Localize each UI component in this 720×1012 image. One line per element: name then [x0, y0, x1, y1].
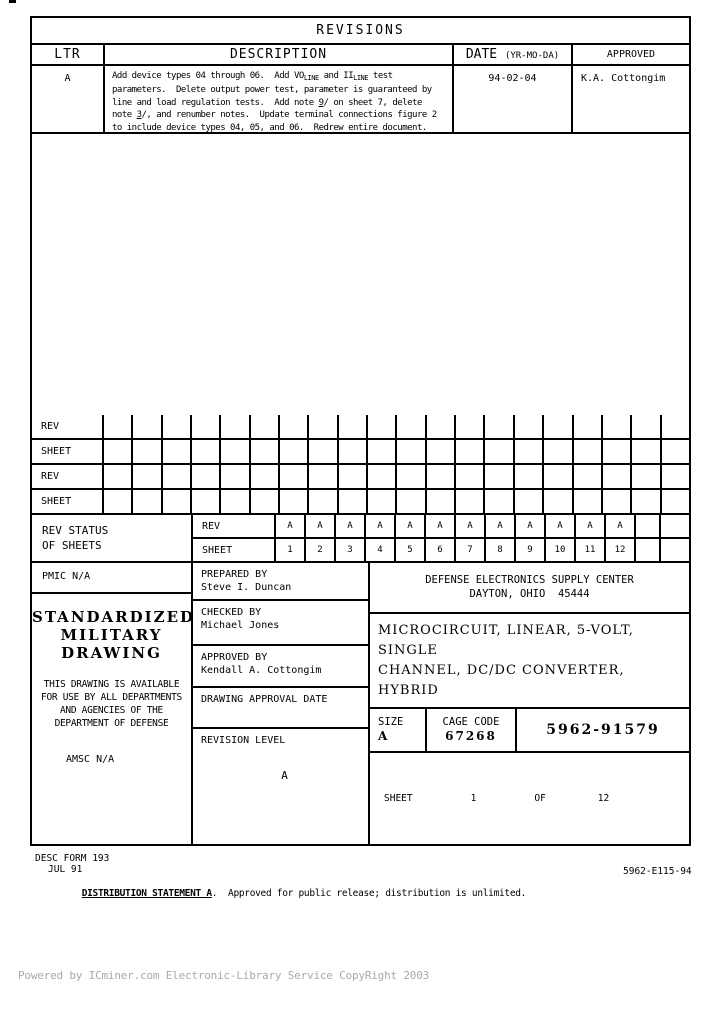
grid-cell — [603, 415, 632, 438]
grid-cell — [632, 415, 661, 438]
grid-cell — [309, 490, 338, 513]
grid-cell — [133, 465, 162, 488]
grid-cell — [632, 490, 661, 513]
approved-by-cell — [193, 646, 368, 688]
cage-code-cell — [427, 709, 517, 751]
status-cell: 2 — [306, 539, 336, 561]
status-cell: A — [396, 515, 426, 537]
pmic-field: PMIC N/A — [32, 563, 191, 594]
status-cell: 10 — [546, 539, 576, 561]
smd-heading — [32, 608, 196, 662]
availability-line: FOR USE BY ALL DEPARTMENTS — [41, 692, 182, 703]
grid-cell — [485, 415, 514, 438]
prepared-by-cell — [193, 563, 368, 601]
size-value: A — [378, 729, 388, 743]
sheet-grid-row-label: SHEET — [32, 440, 104, 463]
text-segment: line and load regulation tests. Add note — [112, 97, 319, 108]
grid-cell — [544, 490, 573, 513]
document-id: 5962-E115-94 — [623, 866, 692, 877]
revisions-title: REVISIONS — [32, 18, 689, 45]
grid-cell — [133, 415, 162, 438]
grid-cell — [192, 465, 221, 488]
status-cell: A — [336, 515, 366, 537]
sheet-grid-row-label: SHEET — [32, 490, 104, 513]
prepared-by-name: Steve I. Duncan — [201, 582, 292, 593]
sheet-numbers — [276, 539, 689, 561]
status-cell-empty — [636, 539, 661, 561]
status-cell: 8 — [486, 539, 516, 561]
title-block-right — [370, 563, 689, 844]
rev-grid-row-label: REV — [32, 465, 104, 488]
date-header-label: DATE — [465, 47, 498, 62]
grid-cell — [280, 490, 309, 513]
grid-cell — [397, 440, 426, 463]
grid-cell — [515, 440, 544, 463]
grid-cell — [485, 490, 514, 513]
grid-cell — [397, 465, 426, 488]
checked-by-label: CHECKED BY — [201, 607, 262, 618]
grid-cell — [456, 415, 485, 438]
status-cell: 4 — [366, 539, 396, 561]
smd-statement — [32, 594, 196, 844]
grid-cell — [104, 490, 133, 513]
revision-level-cell — [193, 729, 368, 844]
status-cell-empty — [661, 539, 689, 561]
text-segment: /, and renumber notes. Update terminal connections figure 2 — [141, 110, 437, 121]
description-line — [112, 97, 448, 109]
grid-cell — [280, 415, 309, 438]
title-block — [32, 563, 689, 844]
form-number: DESC FORM 193 — [35, 853, 110, 864]
agency-line1: DEFENSE ELECTRONICS SUPPLY CENTER — [425, 574, 634, 586]
smd-line1: STANDARDIZED — [32, 608, 196, 626]
status-cell: A — [426, 515, 456, 537]
rev-row-label: REV — [193, 515, 276, 537]
grid-cell — [515, 465, 544, 488]
grid-cell — [515, 415, 544, 438]
grid-cell — [104, 415, 133, 438]
revision-description-text — [105, 66, 452, 134]
grid-cell — [662, 415, 689, 438]
status-cell: 11 — [576, 539, 606, 561]
description-line — [112, 109, 448, 121]
rev-values — [276, 515, 689, 537]
revision-level-value: A — [281, 769, 288, 782]
grid-cell — [339, 440, 368, 463]
description-line — [112, 70, 448, 84]
status-cell: A — [306, 515, 336, 537]
status-cell: 1 — [276, 539, 306, 561]
sheet-number: 1 — [470, 793, 477, 804]
grid-cell — [485, 465, 514, 488]
description-column-header: DESCRIPTION — [105, 45, 454, 64]
rev-grid-row-label: REV — [32, 415, 104, 438]
grid-cell — [603, 465, 632, 488]
grid-cell — [163, 415, 192, 438]
grid-cell — [662, 490, 689, 513]
revision-entry-row — [32, 66, 689, 134]
text-segment: and II — [318, 71, 354, 81]
grid-cell — [133, 440, 162, 463]
status-cell-empty — [636, 515, 661, 537]
grid-cell — [339, 490, 368, 513]
sheet-grid-cells — [104, 440, 689, 463]
grid-cell — [163, 465, 192, 488]
grid-cell — [251, 415, 280, 438]
title-block-left — [32, 563, 196, 844]
grid-cell — [221, 415, 250, 438]
availability-line: THIS DRAWING IS AVAILABLE — [43, 679, 180, 690]
rev-status-section — [32, 515, 689, 563]
grid-cell — [339, 465, 368, 488]
availability-line: DEPARTMENT OF DEFENSE — [54, 718, 169, 729]
date-column-header — [454, 45, 573, 64]
title-block-signatures — [193, 563, 370, 844]
drawing-frame — [30, 16, 691, 846]
sheet-row-label: SHEET — [193, 539, 276, 561]
grid-cell — [280, 440, 309, 463]
grid-cell — [632, 465, 661, 488]
agency-line2: DAYTON, OHIO 45444 — [469, 588, 590, 600]
checked-by-name: Michael Jones — [201, 620, 280, 631]
grid-cell — [133, 490, 162, 513]
agency-cell — [370, 563, 689, 614]
status-cell: 6 — [426, 539, 456, 561]
grid-cell — [544, 465, 573, 488]
drawing-number: 5962-91579 — [546, 722, 660, 738]
grid-cell — [309, 415, 338, 438]
text-segment: / on sheet 7, delete — [323, 97, 422, 108]
grid-cell — [397, 415, 426, 438]
blank-revision-area — [32, 134, 689, 415]
text-segment: 3 — [136, 110, 142, 121]
grid-cell — [192, 440, 221, 463]
grid-cell — [251, 465, 280, 488]
revision-date: 94-02-04 — [454, 66, 573, 132]
grid-cell — [662, 440, 689, 463]
distribution-statement — [60, 877, 526, 910]
status-cell: 12 — [606, 539, 636, 561]
status-cell: 3 — [336, 539, 366, 561]
prepared-by-label: PREPARED BY — [201, 569, 268, 580]
form-date: JUL 91 — [48, 864, 83, 875]
grid-cell — [397, 490, 426, 513]
description-line — [112, 122, 448, 134]
rev-status-sheet-row — [193, 539, 689, 561]
status-cell: A — [606, 515, 636, 537]
grid-cell — [603, 490, 632, 513]
status-cell-empty — [661, 515, 689, 537]
grid-cell — [339, 415, 368, 438]
rev-status-rev-row — [193, 515, 689, 539]
approved-by-name: Kendall A. Cottongim — [201, 665, 322, 676]
drawing-title-line2: CHANNEL, DC/DC CONVERTER, HYBRID — [378, 662, 625, 698]
grid-cell — [221, 440, 250, 463]
grid-cell — [251, 440, 280, 463]
scan-artifact — [9, 0, 16, 3]
grid-cell — [456, 465, 485, 488]
availability-statement — [32, 678, 191, 730]
text-segment: LINE — [303, 74, 319, 82]
drawing-title-line1: MICROCIRCUIT, LINEAR, 5-VOLT, SINGLE — [378, 622, 634, 658]
grid-cell — [574, 440, 603, 463]
sheet-grid-cells — [104, 490, 689, 513]
grid-cell — [368, 440, 397, 463]
grid-cell — [192, 415, 221, 438]
amsc-field: AMSC N/A — [66, 754, 115, 765]
grid-cell — [456, 440, 485, 463]
status-cell: A — [456, 515, 486, 537]
sheet-total: 12 — [597, 793, 610, 804]
rev-grid-cells — [104, 415, 689, 438]
grid-cell — [221, 490, 250, 513]
text-segment: LINE — [353, 74, 368, 82]
size-cell — [370, 709, 427, 751]
grid-cell — [309, 465, 338, 488]
grid-cell — [427, 440, 456, 463]
revision-level-label: REVISION LEVEL — [201, 735, 286, 746]
rev-status-grid — [193, 515, 689, 561]
cage-code-value: 67268 — [445, 729, 497, 743]
revision-description — [105, 66, 454, 132]
grid-cell — [574, 465, 603, 488]
description-line — [112, 84, 448, 96]
grid-cell — [368, 465, 397, 488]
grid-cell — [574, 490, 603, 513]
grid-cell — [485, 440, 514, 463]
grid-cell — [603, 440, 632, 463]
smd-line3: DRAWING — [61, 644, 162, 662]
smd-line2: MILITARY — [60, 626, 163, 644]
status-cell: A — [516, 515, 546, 537]
grid-cell — [163, 440, 192, 463]
revision-approved-by: K.A. Cottongim — [581, 73, 666, 84]
grid-cell — [574, 415, 603, 438]
grid-cell — [309, 440, 338, 463]
text-segment: to include device types 04, 05, and 06. Redrew entire document. — [112, 122, 427, 133]
drawing-title-cell — [370, 614, 689, 709]
rev-status-label-line1: REV STATUS — [42, 524, 109, 537]
grid-cell — [427, 465, 456, 488]
of-label: OF — [534, 793, 546, 804]
cage-code-label: CAGE CODE — [442, 716, 500, 728]
approved-by-label: APPROVED BY — [201, 652, 268, 663]
rev-grid-row — [32, 415, 689, 440]
status-cell: 5 — [396, 539, 426, 561]
status-cell: A — [366, 515, 396, 537]
approved-column-header: APPROVED — [606, 49, 656, 60]
rev-status-label — [32, 515, 193, 561]
status-cell: A — [276, 515, 306, 537]
grid-cell — [280, 465, 309, 488]
sheet-label: SHEET — [384, 793, 413, 804]
text-segment: Add device types 04 through 06. Add VO — [112, 71, 304, 81]
grid-cell — [456, 490, 485, 513]
status-cell: A — [546, 515, 576, 537]
approval-date-label: DRAWING APPROVAL DATE — [201, 694, 328, 705]
grid-cell — [368, 490, 397, 513]
grid-cell — [104, 465, 133, 488]
grid-cell — [368, 415, 397, 438]
text-segment: test — [367, 71, 393, 81]
availability-line: AND AGENCIES OF THE — [60, 705, 163, 716]
status-cell: 9 — [516, 539, 546, 561]
text-segment: parameters. Delete output power test, parameter is guaranteed by — [112, 85, 432, 96]
library-watermark: Powered by ICminer.com Electronic-Library Service CopyRight 2003 — [18, 969, 430, 982]
text-segment: note — [112, 110, 137, 121]
status-cell: 7 — [456, 539, 486, 561]
sheet-grid-row — [32, 490, 689, 515]
revisions-table-header — [32, 45, 689, 66]
grid-cell — [662, 465, 689, 488]
sheet-of-row — [370, 753, 689, 844]
grid-cell — [251, 490, 280, 513]
approval-date-cell — [193, 688, 368, 729]
sheet-grid-row — [32, 440, 689, 465]
grid-cell — [192, 490, 221, 513]
grid-cell — [221, 465, 250, 488]
status-cell: A — [576, 515, 606, 537]
date-format-label: (YR-MO-DA) — [504, 51, 560, 61]
ltr-column-header: LTR — [32, 45, 105, 64]
grid-cell — [427, 415, 456, 438]
grid-cell — [163, 490, 192, 513]
grid-cell — [104, 440, 133, 463]
size-cage-number-row — [370, 709, 689, 753]
distribution-statement-text: . Approved for public release; distribution is unlimited. — [211, 888, 527, 899]
rev-grid-row — [32, 465, 689, 490]
grid-cell — [544, 415, 573, 438]
status-cell: A — [486, 515, 516, 537]
grid-cell — [632, 440, 661, 463]
grid-cell — [544, 440, 573, 463]
grid-cell — [427, 490, 456, 513]
revision-letter: A — [32, 66, 105, 132]
checked-by-cell — [193, 601, 368, 646]
size-label: SIZE — [378, 716, 404, 728]
distribution-statement-title: DISTRIBUTION STATEMENT A — [81, 888, 212, 899]
rev-grid-cells — [104, 465, 689, 488]
rev-status-label-line2: OF SHEETS — [42, 539, 102, 552]
text-segment: 9 — [318, 97, 324, 108]
grid-cell — [515, 490, 544, 513]
